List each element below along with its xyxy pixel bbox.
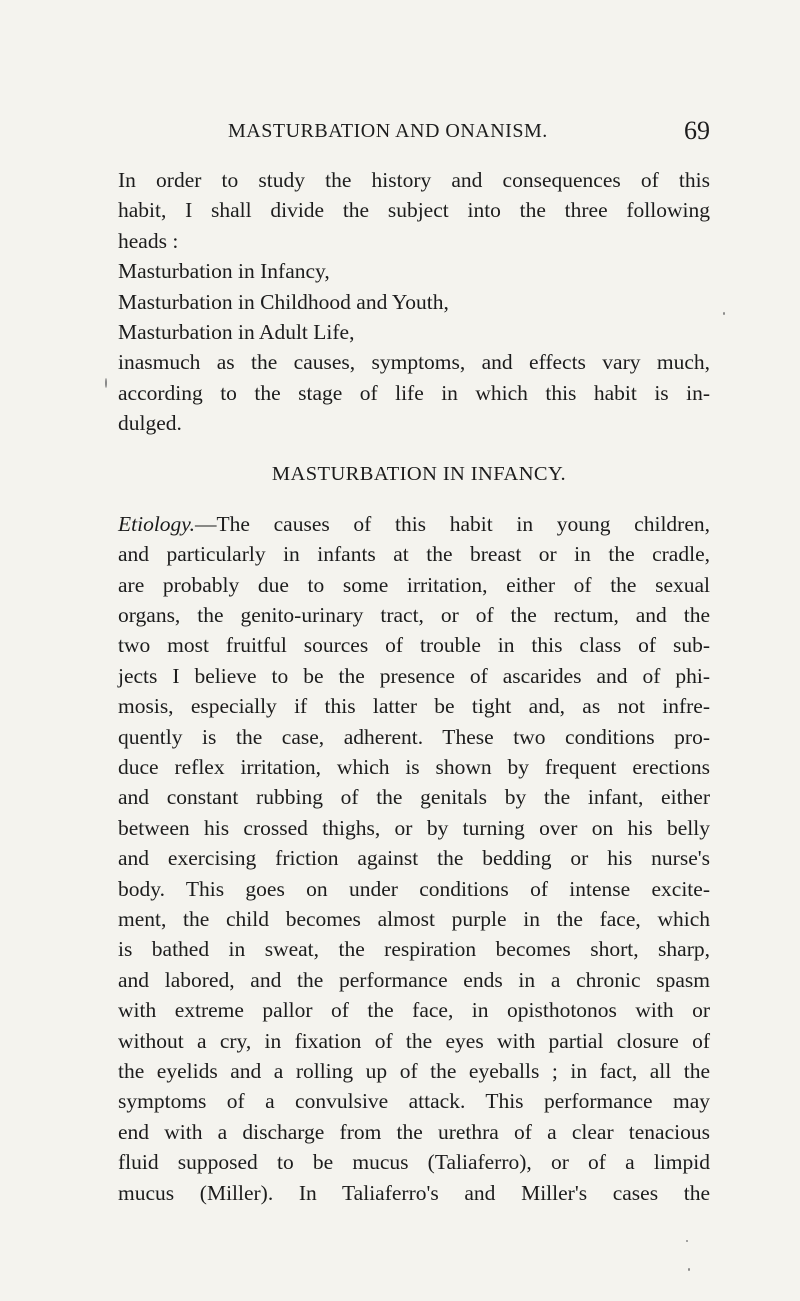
- page-number: 69: [684, 116, 710, 145]
- text-line: dulged.: [118, 411, 182, 436]
- text-line: are probably due to some irritation, either of the sexual: [118, 572, 710, 597]
- etiology-label: Etiology.: [118, 511, 196, 536]
- section-gap: [118, 439, 710, 459]
- paper-speck: [105, 378, 107, 388]
- paper-speck: [686, 1240, 688, 1242]
- text-line: organs, the genito-urinary tract, or of the rectum, and the: [118, 603, 710, 628]
- paper-speck: [688, 1268, 690, 1271]
- text-line: and labored, and the performance ends in a chronic spasm: [118, 967, 710, 992]
- text-line: the eyelids and a rolling up of the eyeballs ; in fact, all the: [118, 1058, 710, 1083]
- text-line: mucus (Miller). In Taliaferro's and Miller's cases the: [118, 1180, 710, 1205]
- text-line: without a cry, in fixation of the eyes with partial closure of: [118, 1028, 710, 1053]
- paragraph-first-line: [118, 509, 710, 539]
- text-line: between his crossed thighs, or by turning over on his belly: [118, 815, 710, 840]
- list-item: Masturbation in Infancy,: [118, 259, 330, 284]
- text-line: two most fruitful sources of trouble in this class of sub-: [118, 633, 710, 658]
- section-gap: [118, 489, 710, 509]
- text-line: according to the stage of life in which this habit is in-: [118, 380, 710, 405]
- text-line: symptoms of a convulsive attack. This performance may: [118, 1089, 710, 1114]
- list-item: Masturbation in Childhood and Youth,: [118, 289, 449, 314]
- text-line: body. This goes on under conditions of intense excite-: [118, 876, 710, 901]
- etiology-first-line-text: —The causes of this habit in young children,: [195, 511, 710, 536]
- text-line: and particularly in infants at the breast or in the cradle,: [118, 542, 710, 567]
- text-line: is bathed in sweat, the respiration becomes short, sharp,: [118, 937, 710, 962]
- list-item: Masturbation in Adult Life,: [118, 319, 355, 344]
- text-line: with extreme pallor of the face, in opisthotonos with or: [118, 998, 710, 1023]
- text-line: inasmuch as the causes, symptoms, and effects vary much,: [118, 350, 710, 375]
- section-heading: MASTURBATION IN INFANCY.: [271, 462, 567, 485]
- text-line: and constant rubbing of the genitals by the infant, either: [118, 785, 710, 810]
- text-line: jects I believe to be the presence of ascarides and of phi-: [118, 663, 710, 688]
- text-line: heads :: [118, 228, 179, 253]
- text-line: habit, I shall divide the subject into the three following: [118, 198, 710, 223]
- text-line: duce reflex irritation, which is shown by frequent erections: [118, 755, 710, 780]
- text-line: In order to study the history and consequences of this: [118, 168, 710, 192]
- body-text: [118, 165, 710, 1208]
- text-line: and exercising friction against the bedding or his nurse's: [118, 846, 710, 871]
- text-line: ment, the child becomes almost purple in the face, which: [118, 906, 710, 931]
- text-line: quently is the case, adherent. These two conditions pro-: [118, 724, 710, 749]
- paper-speck: [723, 312, 725, 315]
- running-head: [118, 116, 710, 146]
- text-line: mosis, especially if this latter be tight and, as not infre-: [118, 694, 710, 719]
- running-title: MASTURBATION AND ONANISM.: [228, 120, 548, 142]
- text-line: end with a discharge from the urethra of a clear tenacious: [118, 1119, 710, 1144]
- text-line: fluid supposed to be mucus (Taliaferro), or of a limpid: [118, 1150, 710, 1175]
